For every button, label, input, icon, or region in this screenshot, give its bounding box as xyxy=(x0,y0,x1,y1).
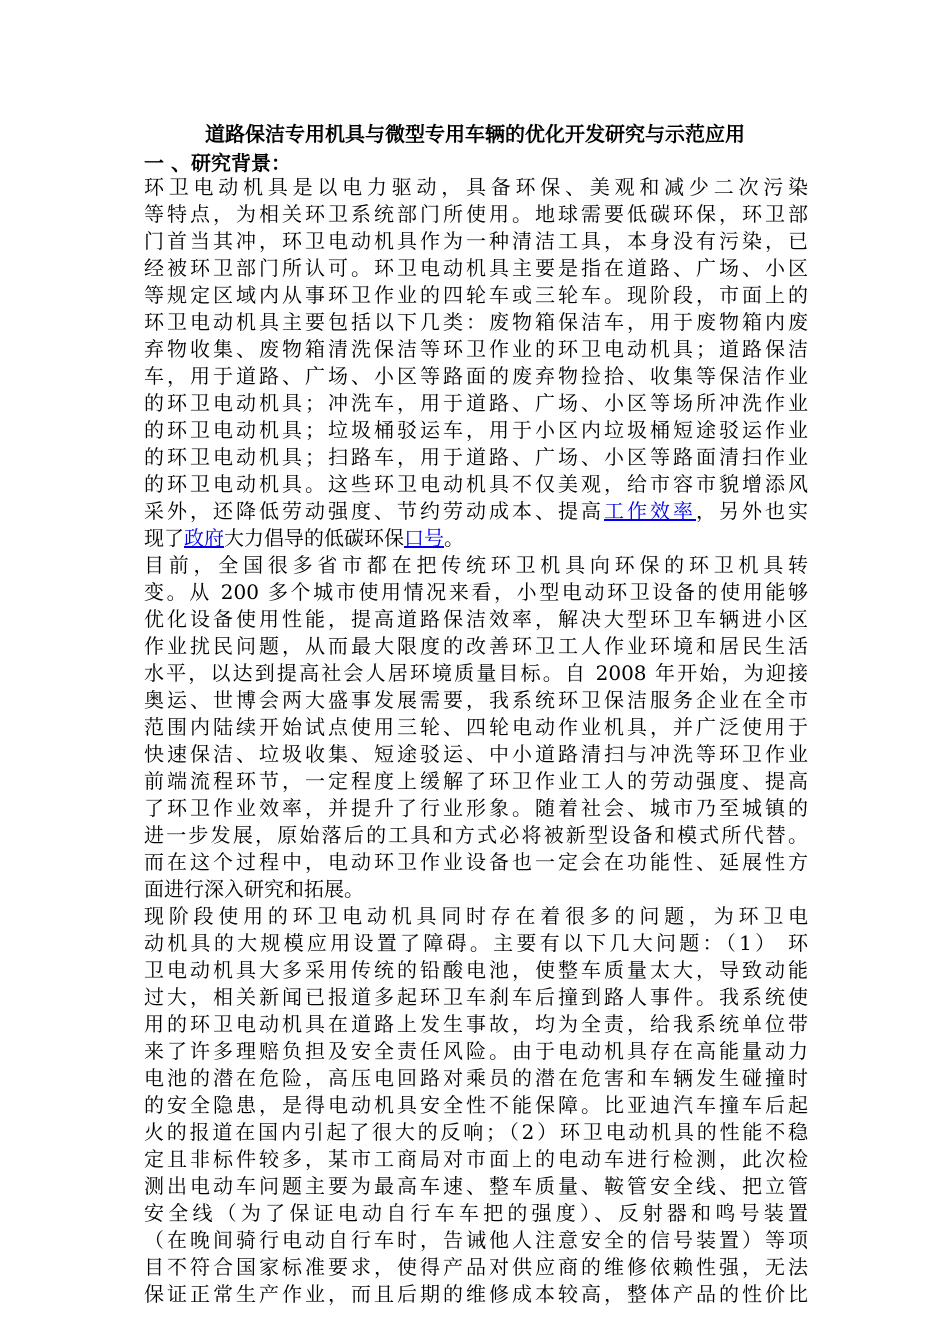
text-line: 了环卫作业效率，并提升了行业形象。随着社会、城市乃至城镇的 xyxy=(144,796,808,820)
text-line: 的安全隐患，是得电动机具安全性不能保障。比亚迪汽车撞车后起 xyxy=(144,1093,808,1117)
text-line: 现阶段使用的环卫电动机具同时存在着很多的问题，为环卫电 xyxy=(144,904,808,928)
text-line: 动机具的大规模应用设置了障碍。主要有以下几大问题：（1） 环 xyxy=(144,931,808,955)
text-segment: 大力倡导的低碳环保 xyxy=(224,526,404,550)
text-line: 水平，以达到提高社会人居环境质量目标。自 2008 年开始，为迎接 xyxy=(144,661,808,685)
text-segment: ，另外也实 xyxy=(696,499,808,523)
text-line-with-link xyxy=(144,498,808,525)
text-line: 目不符合国家标准要求，使得产品对供应商的维修依赖性强，无法 xyxy=(144,1255,808,1279)
text-line: 环卫电动机具主要包括以下几类：废物箱保洁车，用于废物箱内废 xyxy=(144,310,808,334)
text-line: 变。从 200 多个城市使用情况来看，小型电动环卫设备的使用能够 xyxy=(144,580,808,604)
text-line: 过大，相关新闻已报道多起环卫车刹车后撞到路人事件。我系统使 xyxy=(144,985,808,1009)
text-line: 车，用于道路、广场、小区等路面的废弃物捡拾、收集等保洁作业 xyxy=(144,364,808,388)
text-line: 电池的潜在危险，高压电回路对乘员的潜在危害和车辆发生碰撞时 xyxy=(144,1066,808,1090)
section-heading: 一 、研究背景： xyxy=(144,151,291,175)
text-line: 定且非标件较多，某市工商局对市面上的电动车进行检测，此次检 xyxy=(144,1147,808,1171)
link-slogan[interactable]: 口号 xyxy=(404,526,444,550)
text-line: 卫电动机具大多采用传统的铅酸电池，使整车质量太大，导致动能 xyxy=(144,958,808,982)
text-line: 保证正常生产作业，而且后期的维修成本较高，整体产品的性价比 xyxy=(144,1282,808,1306)
text-line: 弃物收集、废物箱清洗保洁等环卫作业的环卫电动机具；道路保洁 xyxy=(144,337,808,361)
text-line: 的环卫电动机具。这些环卫电动机具不仅美观，给市容市貌增添风 xyxy=(144,472,808,496)
text-line: 优化设备使用性能，提高道路保洁效率，解决大型环卫车辆进小区 xyxy=(144,607,808,631)
text-line: 门首当其冲，环卫电动机具作为一种清洁工具，本身没有污染，已 xyxy=(144,229,808,253)
text-line: 环卫电动机具是以电力驱动，具备环保、美观和减少二次污染 xyxy=(144,175,808,199)
text-segment: 现了 xyxy=(144,526,184,550)
text-line: 用的环卫电动机具在道路上发生事故，均为全责，给我系统单位带 xyxy=(144,1012,808,1036)
text-segment: 采外，还降低劳动强度、节约劳动成本、提高 xyxy=(144,499,604,523)
text-line: 测出电动车问题主要为最高车速、整车质量、鞍管安全线、把立管 xyxy=(144,1174,808,1198)
text-line: 安全线（为了保证电动自行车车把的强度）、反射器和鸣号装置 xyxy=(144,1201,808,1225)
text-line: 快速保洁、垃圾收集、短途驳运、中小道路清扫与冲洗等环卫作业 xyxy=(144,742,808,766)
text-line: 的环卫电动机具；冲洗车，用于道路、广场、小区等场所冲洗作业 xyxy=(144,391,808,415)
text-line: （在晚间骑行电动自行车时，告诫他人注意安全的信号装置）等项 xyxy=(144,1228,808,1252)
link-government[interactable]: 政府 xyxy=(184,526,224,550)
text-line: 奥运、世博会两大盛事发展需要，我系统环卫保洁服务企业在全市 xyxy=(144,688,808,712)
text-line: 面进行深入研究和拓展。 xyxy=(144,877,364,901)
text-line: 经被环卫部门所认可。环卫电动机具主要是指在道路、广场、小区 xyxy=(144,256,808,280)
paragraph-2 xyxy=(144,552,808,903)
text-line: 火的报道在国内引起了很大的反响；（2）环卫电动机具的性能不稳 xyxy=(144,1120,808,1144)
text-line: 等特点，为相关环卫系统部门所使用。地球需要低碳环保，环卫部 xyxy=(144,202,808,226)
text-segment: 。 xyxy=(444,526,464,550)
text-line: 目前，全国很多省市都在把传统环卫机具向环保的环卫机具转 xyxy=(144,553,808,577)
text-line: 来了许多理赔负担及安全责任风险。由于电动机具存在高能量动力 xyxy=(144,1039,808,1063)
paragraph-1 xyxy=(144,174,808,552)
text-line: 而在这个过程中，电动环卫作业设备也一定会在功能性、延展性方 xyxy=(144,850,808,874)
text-line: 进一步发展，原始落后的工具和方式必将被新型设备和模式所代替。 xyxy=(144,823,808,847)
text-line: 等规定区域内从事环卫作业的四轮车或三轮车。现阶段，市面上的 xyxy=(144,283,808,307)
document-title: 道路保洁专用机具与微型专用车辆的优化开发研究与示范应用 xyxy=(205,122,745,146)
text-line: 作业扰民问题，从而最大限度的改善环卫工人作业环境和居民生活 xyxy=(144,634,808,658)
text-line: 的环卫电动机具；扫路车，用于道路、广场、小区等路面清扫作业 xyxy=(144,445,808,469)
text-line-with-links xyxy=(144,525,808,552)
link-work-efficiency[interactable]: 工作效率 xyxy=(604,499,696,523)
text-line: 的环卫电动机具；垃圾桶驳运车，用于小区内垃圾桶短途驳运作业 xyxy=(144,418,808,442)
body-text xyxy=(144,174,808,1308)
paragraph-3 xyxy=(144,903,808,1308)
text-line: 范围内陆续开始试点使用三轮、四轮电动作业机具，并广泛使用于 xyxy=(144,715,808,739)
text-line: 前端流程环节，一定程度上缓解了环卫作业工人的劳动强度、提高 xyxy=(144,769,808,793)
